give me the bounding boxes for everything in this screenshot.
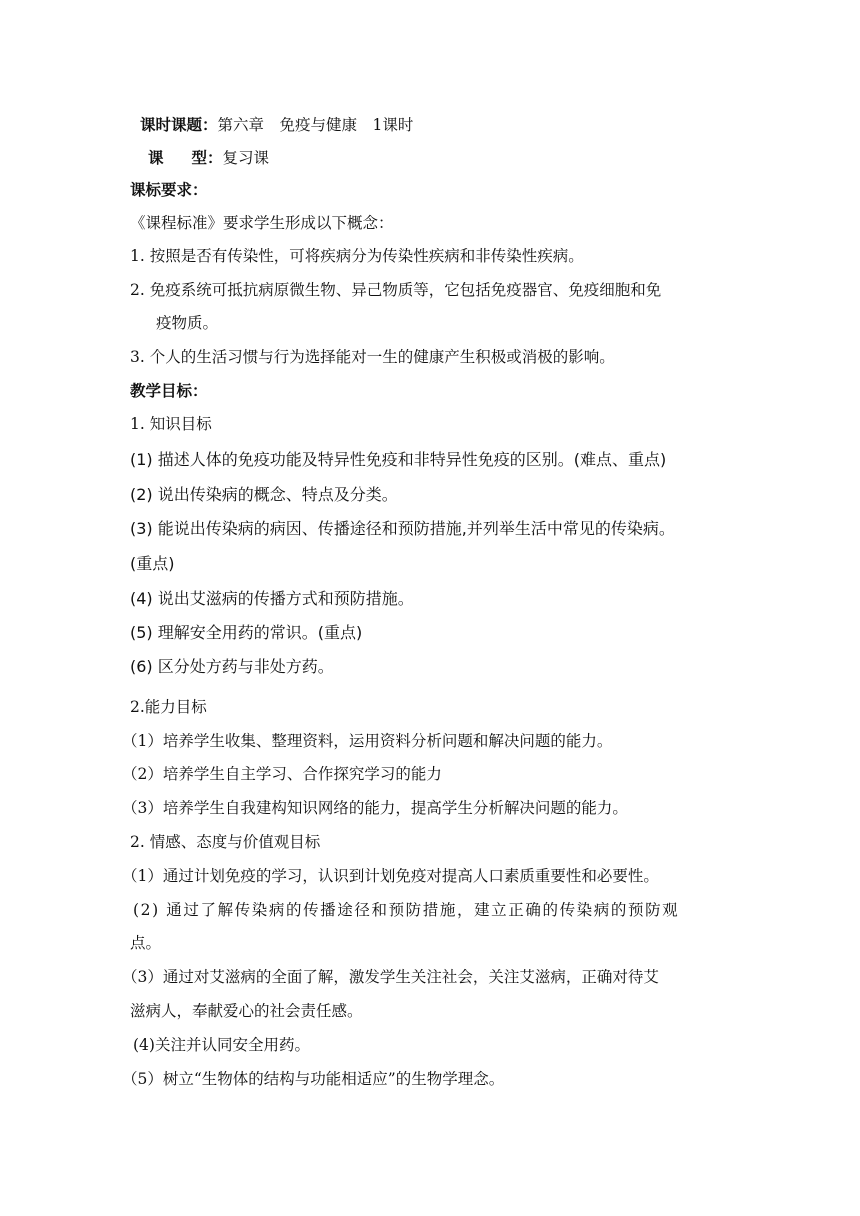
emotion-goal-2-cont: 点。 [130, 934, 162, 952]
lesson-type-label-1: 课 [148, 148, 164, 167]
knowledge-goal-2: (2) 说出传染病的概念、特点及分类。 [130, 485, 398, 504]
lesson-topic-line [140, 115, 413, 135]
emotion-goals-heading: 2. 情感、态度与价值观目标 [130, 833, 321, 851]
standards-item-3: 3. 个人的生活习惯与行为选择能对一生的健康产生积极或消极的影响。 [130, 348, 615, 366]
lesson-type-label-2: 型： [191, 148, 223, 167]
emotion-goal-4: (4)关注并认同安全用药。 [133, 1036, 310, 1054]
ability-goal-3: （3）培养学生自我建构知识网络的能力，提高学生分析解决问题的能力。 [122, 799, 628, 817]
knowledge-goals-heading: 1. 知识目标 [130, 415, 212, 433]
emotion-goal-2: (2) 通过了解传染病的传播途径和预防措施，建立正确的传染病的预防观 [133, 901, 680, 919]
standards-item-1: 1. 按照是否有传染性，可将疾病分为传染性疾病和非传染性疾病。 [130, 247, 584, 265]
goals-heading: 教学目标： [130, 381, 208, 400]
ability-goal-1: （1）培养学生收集、整理资料，运用资料分析问题和解决问题的能力。 [122, 732, 613, 750]
knowledge-goal-3: (3) 能说出传染病的病因、传播途径和预防措施,并列举生活中常见的传染病。 [130, 519, 675, 538]
emotion-goal-5: （5）树立“生物体的结构与功能相适应”的生物学理念。 [122, 1070, 505, 1088]
knowledge-goal-4: (4) 说出艾滋病的传播方式和预防措施。 [130, 589, 414, 608]
knowledge-goal-3-cont: (重点) [130, 554, 175, 573]
knowledge-goal-6: (6) 区分处方药与非处方药。 [130, 657, 334, 676]
standards-intro: 《课程标准》要求学生形成以下概念： [130, 214, 394, 232]
emotion-goal-1: （1）通过计划免疫的学习，认识到计划免疫对提高人口素质重要性和必要性。 [122, 867, 659, 885]
knowledge-goal-1: (1) 描述人体的免疫功能及特异性免疫和非特异性免疫的区别。(难点、重点) [130, 450, 667, 469]
standards-heading: 课标要求： [130, 180, 208, 199]
lesson-topic-value: 第六章 免疫与健康 1课时 [217, 116, 414, 134]
emotion-goal-3: （3）通过对艾滋病的全面了解，激发学生关注社会，关注艾滋病，正确对待艾 [122, 968, 659, 986]
ability-goals-heading: 2.能力目标 [130, 698, 207, 716]
emotion-goal-3-cont: 滋病人，奉献爱心的社会责任感。 [130, 1002, 363, 1020]
lesson-topic-label: 课时课题： [140, 115, 218, 134]
standards-item-2-cont: 疫物质。 [156, 314, 219, 332]
standards-item-2: 2. 免疫系统可抵抗病原微生物、异己物质等，它包括免疫器官、免疫细胞和免 [130, 281, 662, 299]
lesson-type-line [148, 148, 269, 168]
knowledge-goal-5: (5) 理解安全用药的常识。(重点) [130, 623, 363, 642]
ability-goal-2: （2）培养学生自主学习、合作探究学习的能力 [122, 765, 442, 783]
lesson-type-value: 复习课 [222, 149, 270, 167]
